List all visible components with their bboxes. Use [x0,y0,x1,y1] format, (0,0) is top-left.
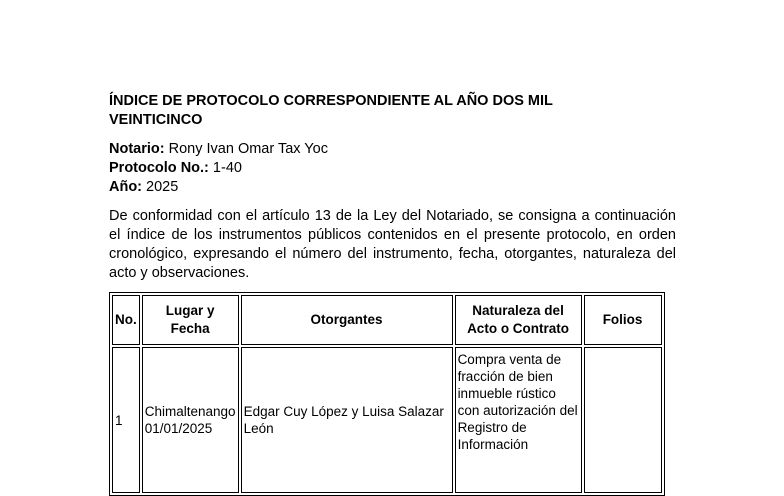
cell-otorgantes: Edgar Cuy López y Luisa Salazar León [241,347,453,493]
header-otorgantes: Otorgantes [241,295,453,345]
protocolo-label: Protocolo No.: [109,160,209,176]
protocol-index-table [109,292,665,496]
document-title: ÍNDICE DE PROTOCOLO CORRESPONDIENTE AL AÑO DOS MIL VEINTICINCO [109,93,553,128]
header-naturaleza: Naturaleza del Acto o Contrato [455,295,582,345]
intro-paragraph: De conformidad con el artículo 13 de la Ley del Notariado, se consigna a continuación el índice de los instrumentos públicos contenidos en el presente protocolo, en orden cronológico, expresando el número del instrumento, fecha, otorgantes, naturaleza del acto y observaciones. [109,208,676,281]
cell-lugar-fecha [142,347,239,493]
table-header-row [112,295,662,345]
protocolo-value: 1-40 [212,160,242,176]
cell-lugar: Chimaltenango [144,404,236,419]
protocolo-line [109,159,509,178]
table-row [112,347,662,493]
notario-value: Rony Ivan Omar Tax Yoc [168,141,328,157]
header-folios: Folios [584,295,662,345]
cell-no: 1 [112,347,140,493]
header-lugar-fecha: Lugar y Fecha [142,295,239,345]
anio-label: Año: [109,179,143,195]
cell-naturaleza: Compra venta de fracción de bien inmueble rústico con autorización del Registro de Información [455,347,582,493]
anio-line [109,178,509,197]
notario-label: Notario: [109,141,165,157]
cell-folios [584,347,662,493]
anio-value: 2025 [146,179,179,195]
cell-fecha: 01/01/2025 [144,421,213,436]
header-no: No. [112,295,140,345]
notario-line [109,140,509,159]
